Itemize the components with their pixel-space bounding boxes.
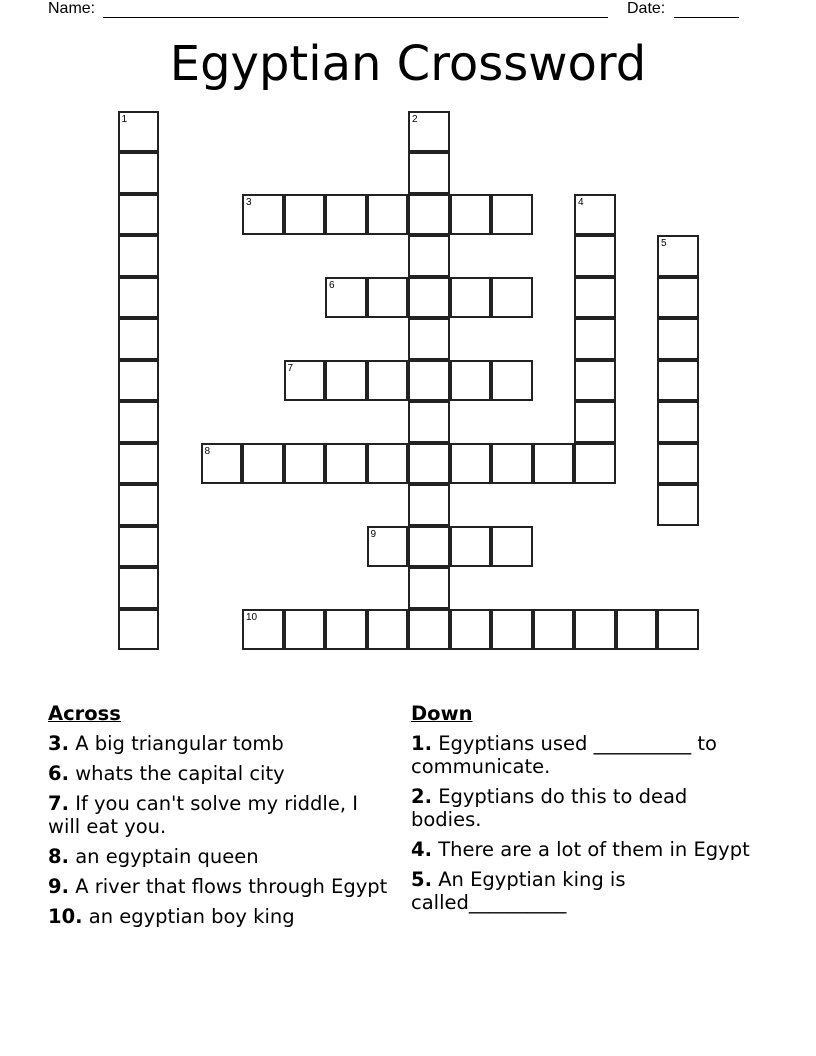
grid-cell[interactable] (367, 443, 409, 485)
grid-cell[interactable] (408, 360, 450, 402)
grid-cell[interactable] (408, 567, 450, 609)
clue-number: 5. (411, 868, 432, 891)
grid-cell[interactable] (325, 360, 367, 402)
grid-cell[interactable] (408, 152, 450, 194)
across-clue (48, 792, 393, 838)
grid-cell[interactable] (574, 443, 616, 485)
grid-cell[interactable] (657, 484, 699, 526)
grid-cell[interactable] (408, 443, 450, 485)
grid-cell[interactable] (491, 277, 533, 319)
clue-number: 8. (48, 845, 69, 868)
name-label: Name: (48, 0, 96, 17)
grid-cell[interactable] (450, 609, 492, 651)
grid-cell[interactable] (118, 360, 160, 402)
grid-cell[interactable] (408, 484, 450, 526)
date-input-line[interactable] (674, 1, 739, 18)
grid-cell[interactable] (491, 360, 533, 402)
clue-number: 10 (246, 611, 258, 623)
clue-number: 9. (48, 875, 69, 898)
grid-cell[interactable] (657, 277, 699, 319)
grid-cell[interactable] (574, 318, 616, 360)
grid-cell[interactable] (657, 318, 699, 360)
date-label: Date: (627, 0, 666, 17)
clue-text: whats the capital city (75, 762, 285, 785)
down-clue (411, 785, 756, 831)
grid-cell[interactable] (118, 484, 160, 526)
grid-cell[interactable] (325, 194, 367, 236)
clue-text: an egyptain queen (75, 845, 259, 868)
name-input-line[interactable] (103, 1, 608, 18)
grid-cell[interactable] (408, 277, 450, 319)
across-clues (48, 702, 393, 935)
across-heading: Across (48, 702, 121, 725)
down-clue (411, 868, 756, 914)
grid-cell[interactable] (118, 567, 160, 609)
down-clue (411, 732, 756, 778)
across-clue (48, 905, 393, 928)
grid-cell[interactable] (367, 277, 409, 319)
grid-cell[interactable] (574, 194, 616, 236)
grid-cell[interactable] (574, 360, 616, 402)
across-clue (48, 875, 393, 898)
grid-cell[interactable] (491, 443, 533, 485)
clue-number: 6. (48, 762, 69, 785)
grid-cell[interactable] (284, 609, 326, 651)
down-clues (411, 702, 756, 921)
clue-number: 6 (329, 279, 335, 291)
grid-cell[interactable] (118, 277, 160, 319)
grid-cell[interactable] (533, 609, 575, 651)
grid-cell[interactable] (118, 443, 160, 485)
grid-cell[interactable] (657, 401, 699, 443)
grid-cell[interactable] (450, 194, 492, 236)
grid-cell[interactable] (242, 609, 284, 651)
grid-cell[interactable] (574, 235, 616, 277)
clue-number: 4 (578, 196, 584, 208)
clue-text: Egyptians do this to dead bodies. (411, 785, 688, 831)
grid-cell[interactable] (201, 443, 243, 485)
grid-cell[interactable] (284, 443, 326, 485)
grid-cell[interactable] (408, 111, 450, 153)
clue-text: A big triangular tomb (75, 732, 284, 755)
grid-cell[interactable] (242, 194, 284, 236)
clue-number: 5 (661, 238, 667, 249)
grid-cell[interactable] (367, 609, 409, 651)
clue-text: A river that flows through Egypt (75, 875, 388, 898)
grid-cell[interactable] (118, 401, 160, 443)
clue-number: 2. (411, 785, 432, 808)
down-heading: Down (411, 702, 473, 725)
down-clue (411, 838, 756, 861)
across-clue (48, 845, 393, 868)
grid-cell[interactable] (450, 526, 492, 568)
page-title: Egyptian Crossword (169, 36, 647, 92)
grid-cell[interactable] (367, 526, 409, 568)
grid-cell[interactable] (657, 443, 699, 485)
clue-number: 1 (121, 113, 128, 125)
grid-cell[interactable] (408, 526, 450, 568)
grid-cell[interactable] (574, 401, 616, 443)
grid-cell[interactable] (118, 194, 160, 236)
clue-number: 7 (287, 362, 294, 374)
clue-number: 7. (48, 792, 69, 815)
grid-cell[interactable] (408, 609, 450, 651)
grid-cell[interactable] (242, 443, 284, 485)
grid-cell[interactable] (450, 443, 492, 485)
grid-cell[interactable] (325, 609, 367, 651)
clue-number: 1. (411, 732, 432, 755)
grid-cell[interactable] (325, 443, 367, 485)
grid-cell[interactable] (284, 360, 326, 402)
clue-number: 8 (204, 445, 211, 457)
grid-cell[interactable] (491, 526, 533, 568)
clue-number: 4. (411, 838, 432, 861)
clue-number: 9 (370, 528, 377, 540)
grid-cell[interactable] (408, 401, 450, 443)
clue-number: 2 (412, 113, 418, 125)
grid-cell[interactable] (574, 609, 616, 651)
grid-cell[interactable] (118, 318, 160, 360)
grid-cell[interactable] (533, 443, 575, 485)
grid-cell[interactable] (491, 609, 533, 651)
grid-cell[interactable] (118, 235, 160, 277)
grid-cell[interactable] (657, 235, 699, 277)
clue-text: There are a lot of them in Egypt (438, 838, 750, 861)
clue-text: If you can't solve my riddle, I will eat you. (48, 792, 358, 838)
grid-cell[interactable] (450, 277, 492, 319)
grid-cell[interactable] (325, 277, 367, 319)
grid-cell[interactable] (118, 111, 160, 153)
grid-cell[interactable] (491, 194, 533, 236)
clue-text: an egyptian boy king (88, 905, 295, 928)
clue-number: 3. (48, 732, 69, 755)
grid-cell[interactable] (408, 235, 450, 277)
across-clue (48, 762, 393, 785)
grid-cell[interactable] (367, 194, 409, 236)
grid-cell[interactable] (657, 360, 699, 402)
grid-cell[interactable] (574, 277, 616, 319)
clue-number: 3 (246, 196, 252, 208)
grid-cell[interactable] (408, 194, 450, 236)
clue-text: An Egyptian king is called__________ (411, 868, 626, 914)
grid-cell[interactable] (450, 360, 492, 402)
grid-cell[interactable] (367, 360, 409, 402)
grid-cell[interactable] (118, 526, 160, 568)
across-clue (48, 732, 393, 755)
grid-cell[interactable] (616, 609, 658, 651)
clue-text: Egyptians used __________ to communicate. (411, 732, 717, 778)
grid-cell[interactable] (284, 194, 326, 236)
grid-cell[interactable] (118, 609, 160, 651)
grid-cell[interactable] (408, 318, 450, 360)
clue-number: 10. (48, 905, 83, 928)
grid-cell[interactable] (657, 609, 699, 651)
grid-cell[interactable] (118, 152, 160, 194)
